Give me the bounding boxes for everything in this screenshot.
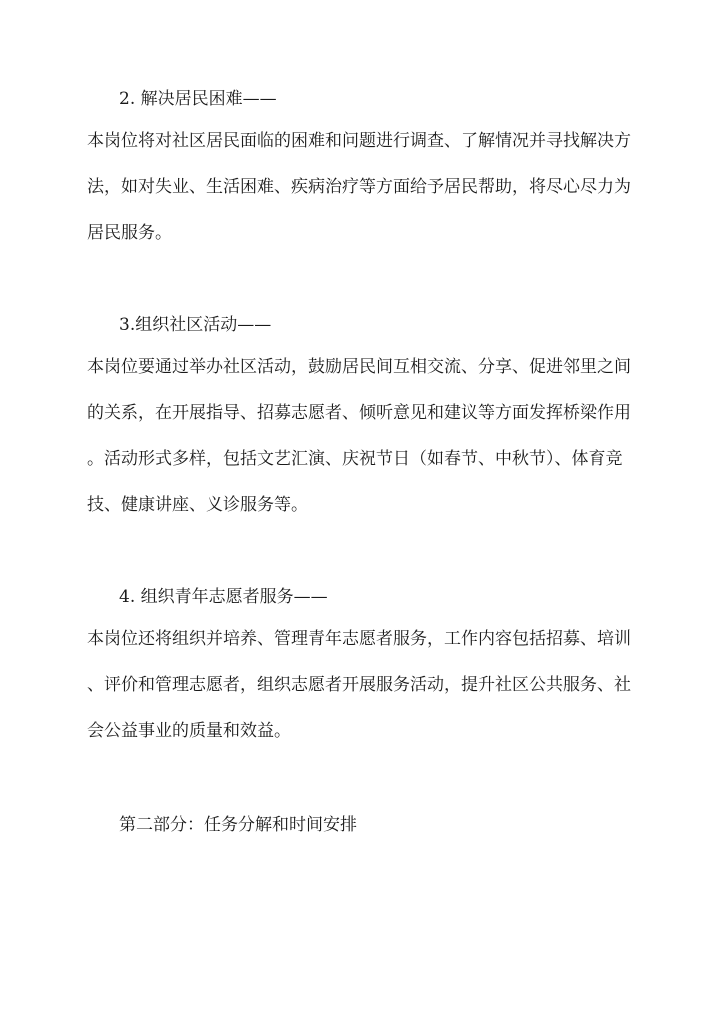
paragraph-line: 法，如对失业、生活困难、疾病治疗等方面给予居民帮助，将尽心尽力为 [87,177,631,197]
section-heading-3: 3.组织社区活动—— [119,315,272,335]
section-paragraph-4 [87,628,635,742]
paragraph-line: 技、健康讲座、义诊服务等。 [87,495,308,515]
paragraph-line: 本岗位要通过举办社区活动，鼓励居民间互相交流、分享、促进邻里之间 [87,357,631,377]
paragraph-line: 本岗位还将组织并培养、管理青年志愿者服务，工作内容包括招募、培训 [87,629,631,649]
paragraph-line: 、评价和管理志愿者，组织志愿者开展服务活动，提升社区公共服务、社 [87,675,631,695]
section-paragraph-2 [87,130,635,244]
part-heading: 第二部分：任务分解和时间安排 [119,815,357,835]
section-paragraph-3 [87,356,635,516]
paragraph-line: 居民服务。 [87,223,172,243]
paragraph-line: 本岗位将对社区居民面临的困难和问题进行调查、了解情况并寻找解决方 [87,131,631,151]
paragraph-line: 会公益事业的质量和效益。 [87,721,291,741]
paragraph-line: 。活动形式多样，包括文艺汇演、庆祝节日（如春节、中秋节）、体育竞 [87,449,623,469]
paragraph-line: 的关系，在开展指导、招募志愿者、倾听意见和建议等方面发挥桥梁作用 [87,403,631,423]
section-heading-2: 2. 解决居民困难—— [119,89,277,109]
section-heading-4: 4. 组织青年志愿者服务—— [119,587,328,607]
